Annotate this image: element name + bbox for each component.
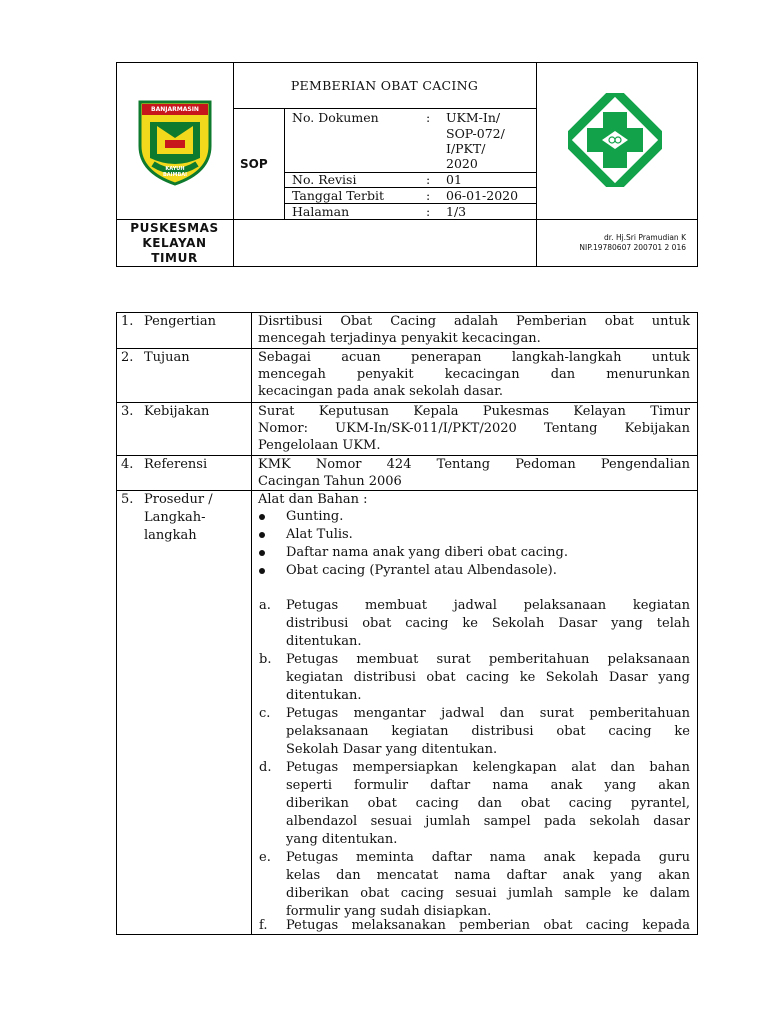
- step-label: d.: [259, 760, 272, 775]
- bullet-icon: [259, 532, 265, 538]
- step-line: Sekolah Dasar yang ditentukan.: [286, 742, 498, 757]
- org-name-line: TIMUR: [151, 251, 198, 265]
- section-text-line: mencegah terjadinya penyakit kecacingan.: [258, 331, 541, 346]
- field-label: Halaman: [292, 204, 350, 219]
- step-line: Petugas membuat jadwal pelaksanaan kegiatan: [286, 598, 690, 613]
- section-title: Pengertian: [144, 314, 216, 329]
- step-label: b.: [259, 652, 272, 667]
- step-line: distribusi obat cacing ke Sekolah Dasar yang telah: [286, 616, 690, 631]
- step-line: kelas dan mencatat nama daftar anak yang akan: [286, 868, 690, 883]
- field-separator: :: [426, 110, 431, 125]
- section-text-line: Cacingan Tahun 2006: [258, 474, 402, 489]
- section-text-line: Nomor: UKM-In/SK-011/I/PKT/2020 Tentang Kebijakan: [258, 421, 690, 436]
- step-label: c.: [259, 706, 271, 721]
- bullet-icon: [259, 568, 265, 574]
- field-value: 06-01-2020: [446, 188, 519, 203]
- sop-label: SOP: [240, 157, 268, 171]
- step-line: kegiatan distribusi obat cacing ke Sekolah Dasar yang: [286, 670, 690, 685]
- section-text-line: kecacingan pada anak sekolah dasar.: [258, 384, 504, 399]
- field-separator: :: [426, 188, 431, 203]
- materials-intro: Alat dan Bahan :: [258, 492, 368, 507]
- step-line: Petugas mengantar jadwal dan surat pemberitahuan: [286, 706, 690, 721]
- section-number: 5.: [121, 492, 134, 507]
- step-line: ditentukan.: [286, 688, 362, 703]
- field-label: No. Revisi: [292, 172, 357, 187]
- bullet-text: Alat Tulis.: [286, 527, 353, 542]
- puskesmas-logo-icon: [568, 93, 662, 187]
- section-title: Referensi: [144, 457, 208, 472]
- field-label: No. Dokumen: [292, 110, 379, 125]
- section-title: Langkah-: [144, 510, 206, 525]
- section-number: 3.: [121, 404, 134, 419]
- field-value: SOP-072/: [446, 126, 505, 141]
- field-value: UKM-In/: [446, 110, 501, 125]
- step-label: a.: [259, 598, 271, 613]
- field-value: 01: [446, 172, 462, 187]
- section-text-line: Sebagai acuan penerapan langkah-langkah untuk: [258, 350, 690, 365]
- step-line: formulir yang sudah disiapkan.: [286, 904, 492, 919]
- field-label: Tanggal Terbit: [292, 188, 385, 203]
- step-line: ditentukan.: [286, 634, 362, 649]
- step-line: Petugas mempersiapkan kelengkapan alat dan bahan: [286, 760, 690, 775]
- section-title: Tujuan: [144, 350, 190, 365]
- step-line: Petugas melaksanakan pemberian obat cacing kepada: [286, 918, 690, 933]
- step-line: seperti formulir daftar nama anak yang akan: [286, 778, 690, 793]
- field-value: 1/3: [446, 204, 467, 219]
- bullet-icon: [259, 550, 265, 556]
- section-number: 2.: [121, 350, 134, 365]
- section-text-line: Disrtibusi Obat Cacing adalah Pemberian obat untuk: [258, 314, 690, 329]
- step-line: albendazol sesuai jumlah sampel pada sekolah dasar: [286, 814, 690, 829]
- field-value: I/PKT/: [446, 141, 486, 156]
- step-label: e.: [259, 850, 271, 865]
- banjarmasin-city-emblem-icon: [135, 96, 215, 186]
- emblem-bottom-text: KAYUH BAIMBAI: [162, 166, 188, 178]
- bullet-icon: [259, 514, 265, 520]
- step-line: diberikan obat cacing sesuai jumlah sample ke dalam: [286, 886, 690, 901]
- step-line: diberikan obat cacing dan obat cacing pyrantel,: [286, 796, 690, 811]
- signer-name: dr. Hj.Sri Pramudian K: [604, 233, 686, 242]
- bullet-text: Daftar nama anak yang diberi obat cacing.: [286, 545, 568, 560]
- org-name-line: PUSKESMAS: [130, 221, 219, 235]
- step-label: f.: [259, 918, 268, 933]
- section-text-line: Surat Keputusan Kepala Pukesmas Kelayan Timur: [258, 404, 690, 419]
- section-title: langkah: [144, 528, 197, 543]
- section-number: 4.: [121, 457, 134, 472]
- field-separator: :: [426, 204, 431, 219]
- step-line: pelaksanaan kegiatan distribusi obat cacing ke: [286, 724, 690, 739]
- section-title: Prosedur /: [144, 492, 213, 507]
- field-separator: :: [426, 172, 431, 187]
- section-text-line: Pengelolaan UKM.: [258, 438, 381, 453]
- document-title: PEMBERIAN OBAT CACING: [290, 78, 479, 93]
- section-text-line: KMK Nomor 424 Tentang Pedoman Pengendalian: [258, 457, 690, 472]
- bullet-text: Obat cacing (Pyrantel atau Albendasole).: [286, 563, 557, 578]
- emblem-top-text: BANJARMASIN: [151, 106, 199, 113]
- step-line: yang ditentukan.: [286, 832, 398, 847]
- org-name-line: KELAYAN: [142, 236, 207, 250]
- section-text-line: mencegah penyakit kecacingan dan menurunkan: [258, 367, 690, 382]
- bullet-text: Gunting.: [286, 509, 344, 524]
- step-line: Petugas meminta daftar nama anak kepada guru: [286, 850, 690, 865]
- section-number: 1.: [121, 314, 134, 329]
- section-title: Kebijakan: [144, 404, 210, 419]
- step-line: Petugas membuat surat pemberitahuan pelaksanaan: [286, 652, 690, 667]
- field-value: 2020: [446, 156, 478, 171]
- signer-nip: NIP.19780607 200701 2 016: [579, 243, 686, 252]
